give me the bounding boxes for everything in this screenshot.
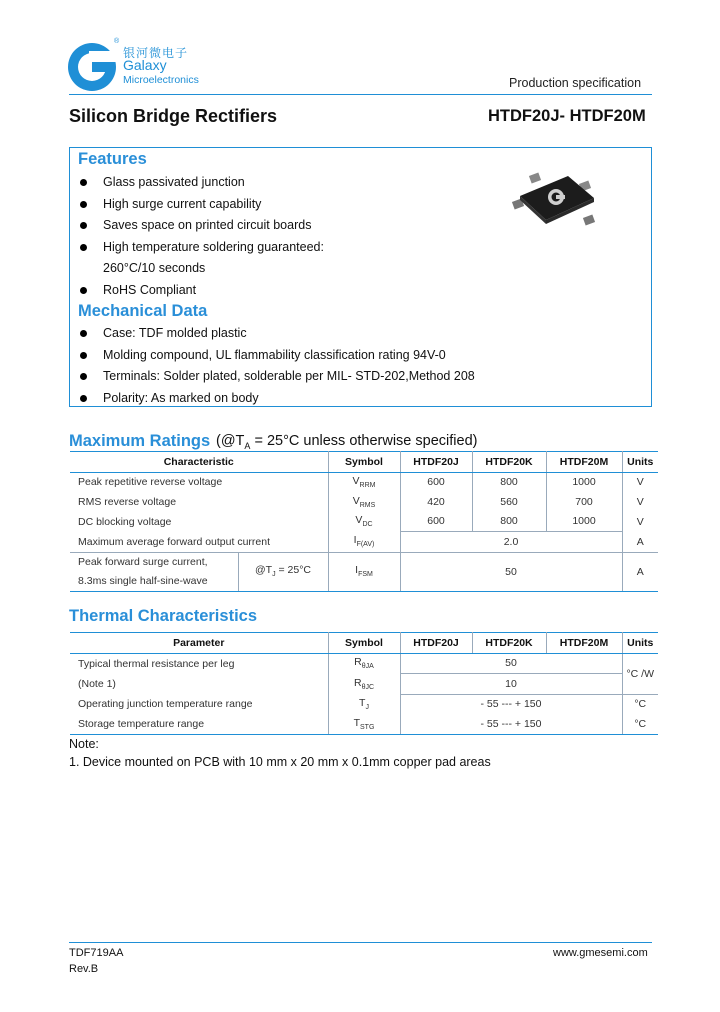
table-cell: V	[636, 476, 644, 489]
table-cell: 1000	[546, 512, 622, 532]
features-heading: Features	[78, 150, 147, 168]
bullet-icon	[80, 222, 87, 229]
logo-chinese-name: 银河微电子	[123, 46, 189, 60]
table-cell: V	[636, 495, 644, 508]
max-ratings-condition: ($@T_A = 25^\circ C$ unless otherwise specified)	[216, 433, 478, 451]
registered-mark: ®	[114, 38, 120, 45]
logo-name: Galaxy	[123, 57, 167, 73]
table-cell: 800	[472, 512, 546, 532]
table-cell: RMS reverse voltage	[70, 492, 328, 512]
logo-subtitle: Microelectronics	[123, 74, 199, 86]
table-row	[70, 492, 658, 512]
table-cell: A	[636, 535, 644, 548]
part-number-range: HTDF20J- HTDF20M	[488, 107, 646, 125]
list-item: Polarity: As marked on body	[78, 388, 475, 410]
table-cell: 420	[400, 492, 472, 512]
table-cell: °C	[622, 714, 658, 734]
column-header: HTDF20K	[472, 633, 546, 654]
table-row	[70, 552, 658, 591]
table-cell: °C /W	[622, 653, 658, 694]
column-header: Parameter	[70, 633, 328, 654]
page-title: Silicon Bridge Rectifiers	[69, 106, 278, 126]
condition-cell: $@T_J = 25^\circ C$	[238, 552, 328, 591]
table-cell: 1000	[546, 472, 622, 492]
revision-label: Rev.B	[69, 963, 99, 975]
column-header: Units	[622, 452, 658, 473]
column-header: HTDF20M	[546, 633, 622, 654]
table-cell: Peak repetitive reverse voltage	[70, 472, 328, 492]
symbol-cell: $I_{F(AV)}$	[328, 532, 400, 553]
table-cell: 560	[472, 492, 546, 512]
table-cell: DC blocking voltage	[70, 512, 328, 532]
footer-divider	[69, 942, 652, 943]
note-text: 1. Device mounted on PCB with 10 mm x 20 mm x 0.1mm copper pad areas	[69, 755, 491, 769]
thermal-heading: Thermal Characteristics	[69, 607, 258, 625]
table-header-row	[70, 452, 658, 473]
symbol-cell: $T_{STG}$	[328, 714, 400, 734]
table-cell: 700	[546, 492, 622, 512]
table-row	[70, 472, 658, 492]
table-cell: Storage temperature range	[70, 714, 328, 734]
bullet-icon	[80, 201, 87, 208]
table-cell: Peak forward surge current, 8.3ms single half-sine-wave	[70, 552, 238, 591]
max-ratings-heading: Maximum Ratings	[69, 432, 211, 450]
table-cell: 50	[400, 552, 622, 591]
table-cell: Typical thermal resistance per leg	[70, 653, 328, 674]
column-header: Units	[622, 633, 658, 654]
table-row	[70, 674, 658, 695]
column-header: Symbol	[328, 633, 400, 654]
bullet-icon	[80, 244, 87, 251]
bullet-icon	[80, 352, 87, 359]
table-cell: 2.0	[400, 532, 622, 553]
column-header: HTDF20J	[400, 633, 472, 654]
table-cell: 600	[400, 472, 472, 492]
symbol-cell: $V_{RRM}$	[328, 472, 400, 492]
website-link[interactable]: www.gmesemi.com	[553, 947, 648, 959]
list-item: Glass passivated junction	[78, 172, 324, 194]
bullet-icon	[80, 373, 87, 380]
list-item: Saves space on printed circuit boards	[78, 215, 324, 237]
table-row	[70, 714, 658, 734]
doc-type-label: Production specification	[509, 76, 642, 90]
list-item: Terminals: Solder plated, solderable per MIL- STD-202,Method 208	[78, 366, 475, 388]
document-code: TDF719AA	[69, 947, 124, 959]
table-row	[70, 694, 658, 714]
column-header: HTDF20J	[400, 452, 472, 473]
table-cell: A	[622, 552, 658, 591]
features-list	[78, 172, 324, 302]
mechanical-list	[78, 323, 475, 409]
table-cell: °C	[634, 698, 647, 711]
column-header: HTDF20K	[472, 452, 546, 473]
bullet-icon	[80, 395, 87, 402]
list-item: Case: TDF molded plastic	[78, 323, 475, 345]
list-item: High temperature soldering guaranteed:	[78, 237, 324, 259]
table-cell: V	[636, 515, 644, 528]
column-header: Symbol	[328, 452, 400, 473]
list-item: RoHS Compliant	[78, 280, 324, 302]
bullet-icon	[80, 287, 87, 294]
list-item-continuation: 260°C/10 seconds	[103, 261, 206, 276]
header-divider	[69, 94, 652, 95]
symbol-cell: $V_{DC}$	[328, 512, 400, 532]
table-cell: Operating junction temperature range	[70, 694, 328, 714]
table-row	[70, 532, 658, 553]
symbol-cell: $T_J$	[328, 694, 400, 714]
symbol-cell: $R_{\theta JC}$	[328, 674, 400, 695]
mechanical-heading: Mechanical Data	[78, 302, 208, 320]
table-cell: 10	[400, 674, 622, 695]
bullet-icon	[80, 179, 87, 186]
symbol-cell: $I_{FSM}$	[328, 552, 400, 591]
thermal-table	[70, 632, 658, 735]
table-cell: - 55 --- + 150	[400, 694, 622, 714]
column-header: HTDF20M	[546, 452, 622, 473]
table-header-row	[70, 633, 658, 654]
table-cell: 600	[400, 512, 472, 532]
package-image	[510, 170, 600, 232]
table-row	[70, 512, 658, 532]
table-cell: Maximum average forward output current	[70, 532, 328, 553]
list-item: High surge current capability	[78, 194, 324, 216]
table-cell: - 55 --- + 150	[400, 714, 622, 734]
table-cell: 50	[400, 653, 622, 674]
bullet-icon	[80, 330, 87, 337]
column-header: Characteristic	[70, 452, 328, 473]
list-item: Molding compound, UL flammability classification rating 94V-0	[78, 345, 475, 367]
max-ratings-table	[70, 451, 658, 592]
table-cell: 800	[472, 472, 546, 492]
table-row	[70, 653, 658, 674]
symbol-cell: $R_{\theta JA}$	[328, 653, 400, 674]
galaxy-logo-icon	[67, 42, 117, 92]
note-label: Note:	[69, 737, 99, 751]
symbol-cell: $V_{RMS}$	[328, 492, 400, 512]
table-cell: (Note 1)	[70, 674, 328, 695]
